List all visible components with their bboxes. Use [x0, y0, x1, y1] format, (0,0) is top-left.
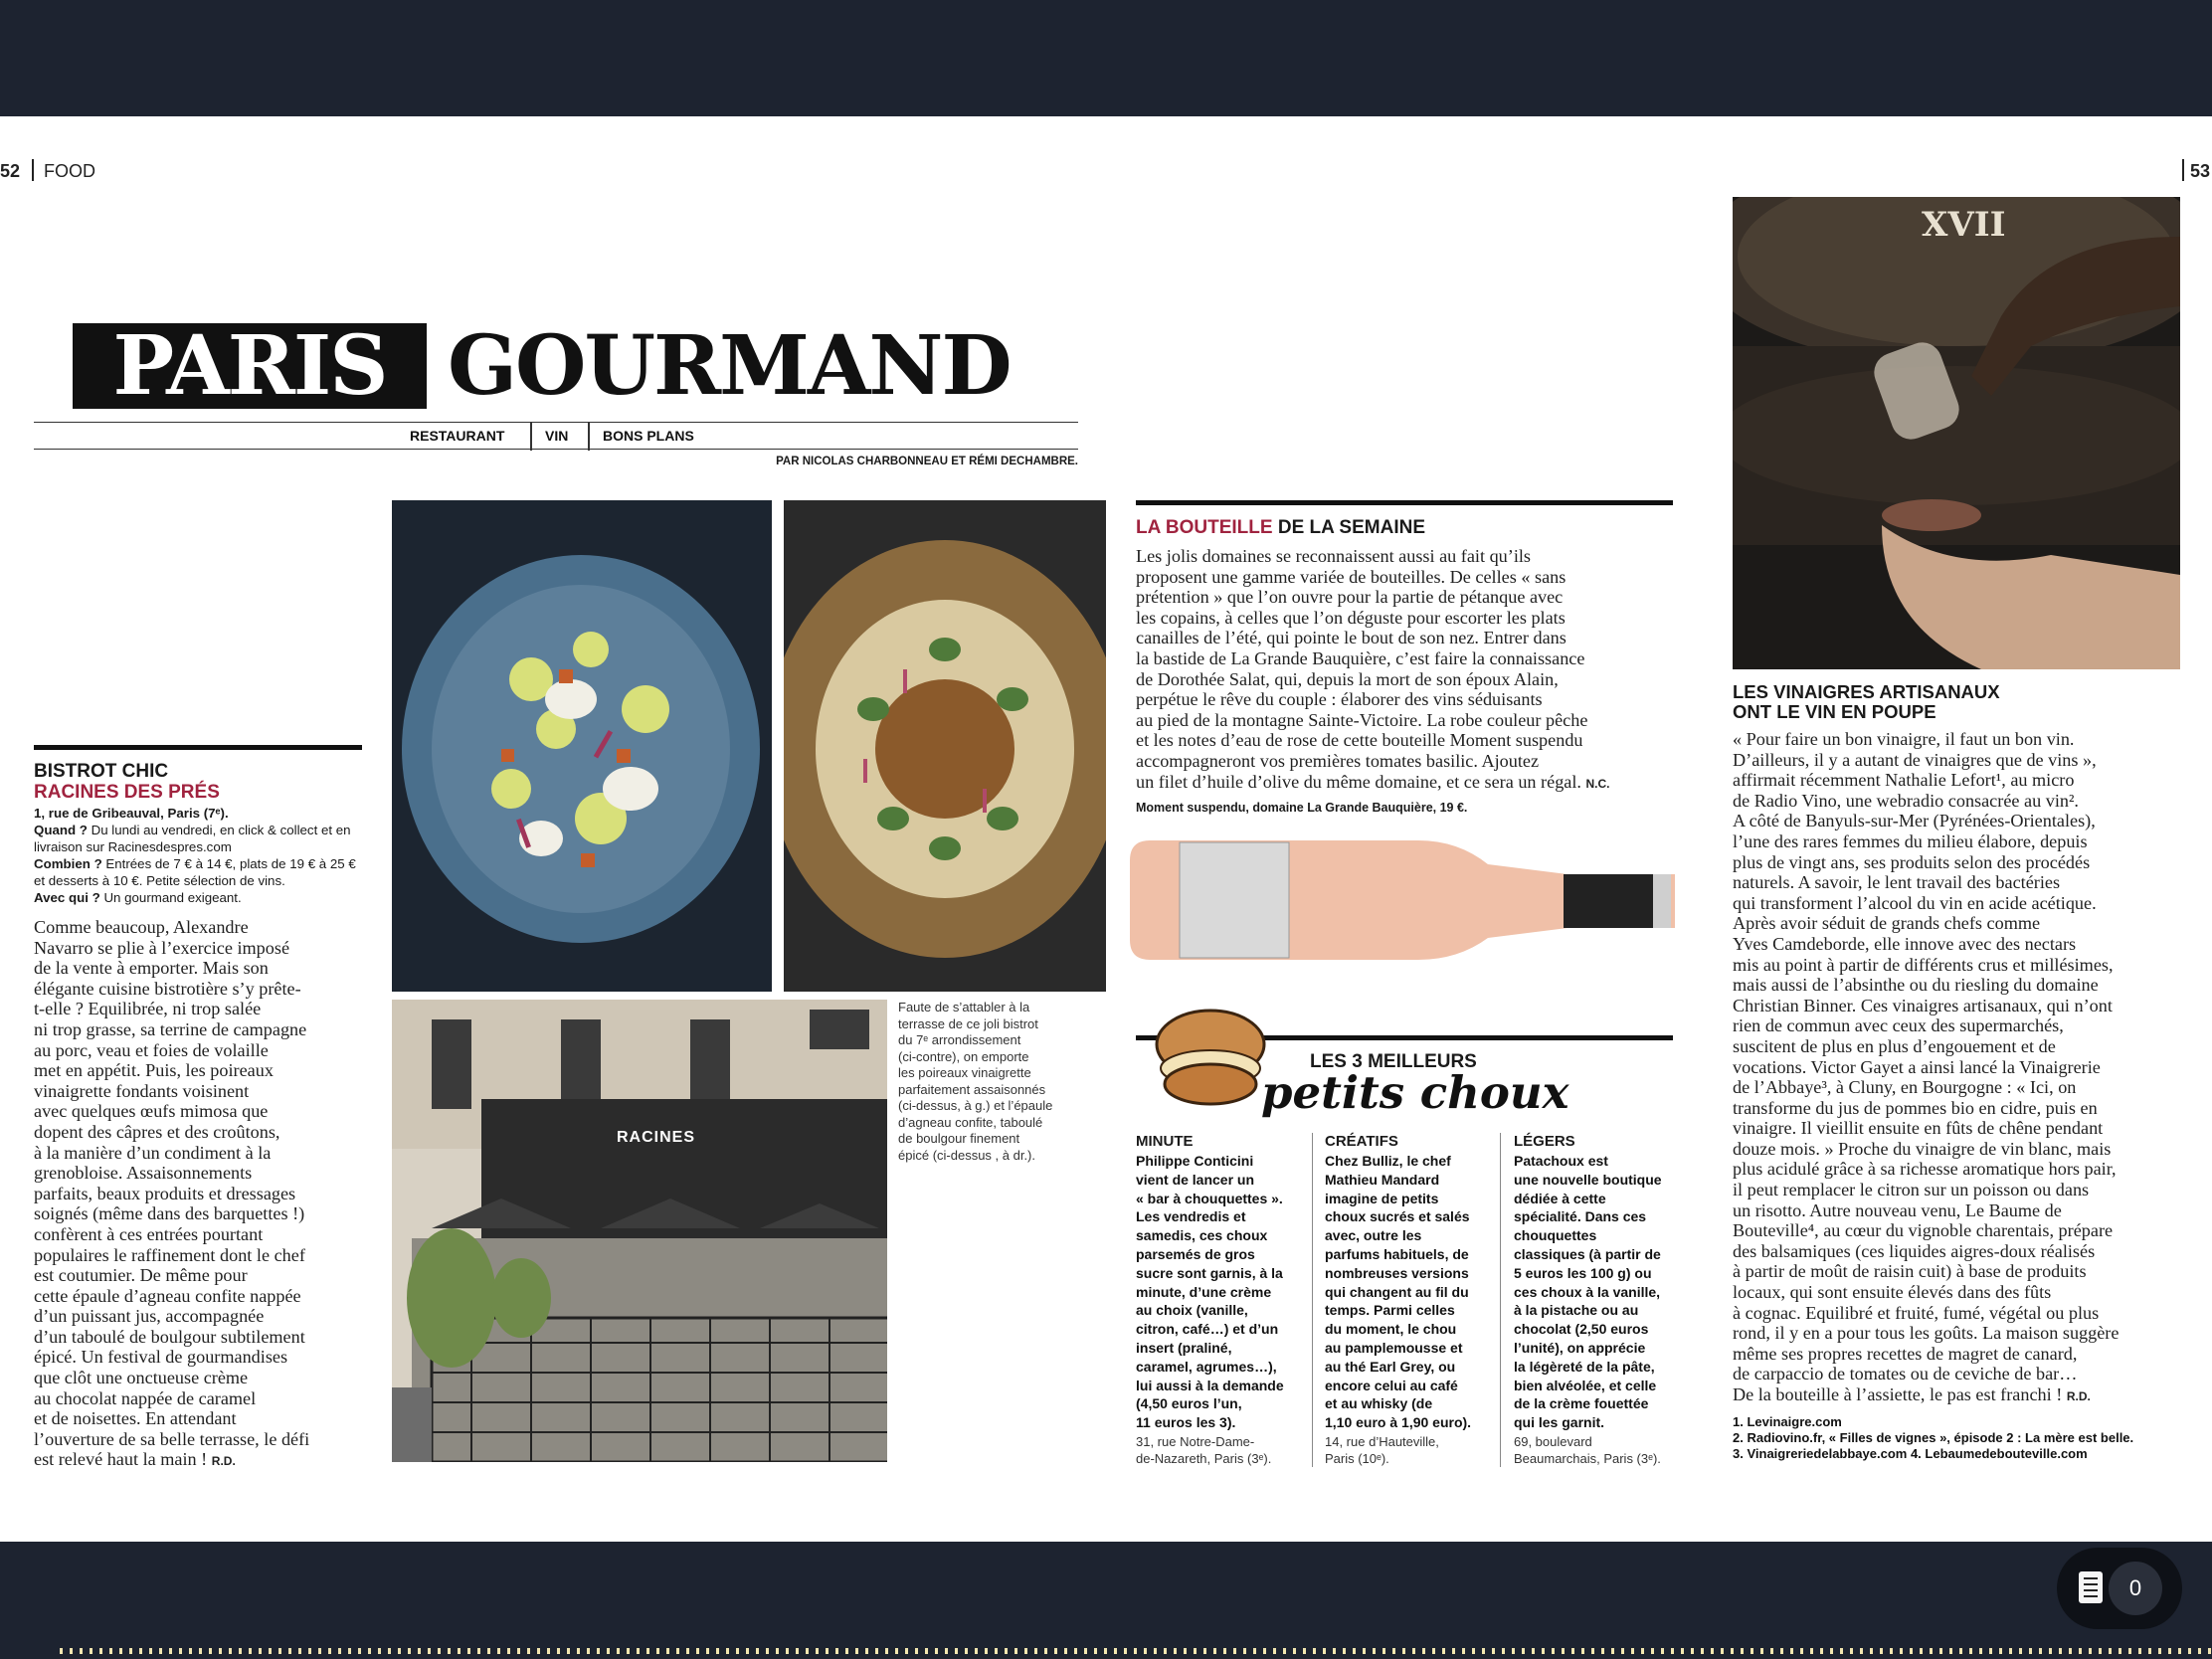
- section-bar: [34, 745, 362, 750]
- bistrot-name: RACINES DES PRÉS: [34, 782, 220, 803]
- choux-col-head: MINUTE: [1136, 1133, 1194, 1150]
- choux-col-address: 14, rue d’Hauteville, Paris (10ᵉ).: [1325, 1434, 1439, 1466]
- page-number-right: 53: [2190, 161, 2211, 181]
- comment-icon: [2079, 1571, 2103, 1603]
- title-paris: PARIS: [73, 323, 427, 409]
- byline: PAR NICOLAS CHARBONNEAU ET RÉMI DECHAMBRE.: [776, 456, 1078, 467]
- nav-separator: [588, 422, 590, 451]
- vinaigres-body: [1733, 729, 2200, 1407]
- bouteille-title-rest: DE LA SEMAINE: [1272, 517, 1425, 538]
- page-scrubber[interactable]: [60, 1648, 2212, 1654]
- avecqui-label: Avec qui ?: [34, 890, 100, 905]
- vinaigres-body-text: « Pour faire un bon vinaigre, il faut un bon vin. D’ailleurs, il y a autant de vinaigres que de vins », affirmait récemment Nathalie Lefort¹, au micro de Radio Vino, une webradio consacrée au vin². A côté de Banyuls-sur-Mer (Pyrénées-Orientales), l’une des rares femmes du milieu élabore, depuis plus de vingt ans, ses produits selon des procédés naturels. A savoir, le lent travail des bactéries qui transforment l’alcool du vin en acide acétique. Après avoir séduit de grands chefs comme Yves Camdeborde, elle innove avec des nectars mis au point à partir de différents crus et millésimes, mais aussi de l’absinthe ou du riesling du domaine Christian Binner. Ces vinaigres artisanaux, qui n’ont rien de commun avec ceux des supermarchés, suscitent de plus en plus d’engouement et de vocations. Victor Gayet a ainsi lancé la Vinaigrerie de l’Abbaye³, à Cluny, en Bourgogne : « Ici, on transforme du jus de pommes bio en cidre, puis en vinaigre. Il vieillit ensuite en fûts de chêne pendant douze mois. » Proche du vinaigre de vin blanc, mais plus acidulé grâce à sa richesse aromatique hors pair, il peut remplacer le citron sur un poisson ou dans un risotto. Autre nouveau venu, Le Baume de Bouteville⁴, au cœur du vignoble charentais, prépare des balsamiques (ces liquides aigres-doux réalisés à partir de moût de raisin cuit) à base de produits locaux, qui sont ensuite élevés dans des fûts à cognac. Equilibré et fruité, fumé, végétal ou plus rond, il y en a pour tous les goûts. La maison suggère même ses propres recettes de magret de canard, de carpaccio de tomates ou de ceviche de bar… De la bouteille à l’assiette, le pas est franchi !: [1733, 729, 2120, 1404]
- bouteille-title-red: LA BOUTEILLE: [1136, 517, 1273, 538]
- vinaigres-title: LES VINAIGRES ARTISANAUX ONT LE VIN EN POUPE: [1733, 681, 2000, 722]
- nav-vin[interactable]: VIN: [545, 428, 569, 444]
- section-bar: [1136, 500, 1673, 505]
- nav-bons-plans[interactable]: BONS PLANS: [603, 428, 694, 444]
- quand-label: Quand ?: [34, 823, 88, 837]
- title-gourmand: GOURMAND: [448, 318, 1011, 414]
- vinaigres-signature: R.D.: [2066, 1389, 2091, 1403]
- photo-vinaigre-barrel: [1733, 197, 2180, 669]
- bouteille-body-text: Les jolis domaines se reconnaissent aussi au fait qu’ils proposent une gamme variée de bouteilles. De celles « sans prétention » que l’on ouvre pour la partie de pétanque avec les copains, à celles que l’on déguste pour escorter les plats canailles de l’été, qui pointe le bout de son nez. Entrer dans la bastide de La Grande Bauquière, c’est faire la connaissance de Dorothée Salat, qui, depuis la mort de son époux Alain, perpétue le rêve du couple : élaborer des vins séduisants au pied de la montagne Sainte-Victoire. La robe couleur pêche et les notes d’eau de rose de cette bouteille Moment suspendu accompagneront vos premières tomates basilic. Ajoutez un filet d’huile d’olive du même domaine, et ce sera un régal.: [1136, 546, 1588, 792]
- bouteille-product: Moment suspendu, domaine La Grande Bauquière, 19 €.: [1136, 801, 1468, 815]
- choux-col-address: 69, boulevard Beaumarchais, Paris (3ᵉ).: [1514, 1434, 1661, 1466]
- combien-text: Entrées de 7 € à 14 €, plats de 19 € à 25 € et desserts à 10 €. Petite sélection de vins.: [34, 856, 356, 888]
- choux-kicker: LES 3 MEILLEURS: [1310, 1051, 1477, 1072]
- bistrot-avecqui: [34, 889, 366, 906]
- bistrot-quand: [34, 822, 366, 855]
- photo-poireaux-vinaigrette: [392, 500, 772, 992]
- chou-drawing: [1152, 1005, 1269, 1108]
- combien-label: Combien ?: [34, 856, 102, 871]
- choux-title: petits choux: [1261, 1066, 1569, 1119]
- choux-col-head: LÉGERS: [1514, 1133, 1575, 1150]
- bistrot-combien: [34, 855, 366, 889]
- page-number-divider-right: [2182, 159, 2184, 181]
- nav-restaurant[interactable]: RESTAURANT: [410, 428, 505, 444]
- viewer-top-bar: [0, 0, 2212, 116]
- choux-col-head: CRÉATIFS: [1325, 1133, 1398, 1150]
- photo-storefront: [392, 1000, 887, 1462]
- vinaigres-notes: 1. Levinaigre.com 2. Radiovino.fr, « Filles de vignes », épisode 2 : La mère est belle. 3. Vinaigreriedelabbaye.com 4. Lebaumedebouteville.com: [1733, 1414, 2134, 1461]
- bistrot-kicker: BISTROT CHIC: [34, 761, 169, 782]
- photo-caption: Faute de s’attabler à la terrasse de ce joli bistrot du 7ᵉ arrondissement (ci-contre), on emporte les poireaux vinaigrette parfaitement assaisonnés (ci-dessus, à g.) et l’épaule d’agneau confite, taboulé de boulgour finement épicé (ci-dessus , à dr.).: [898, 1000, 1053, 1163]
- quand-text: Du lundi au vendredi, en click & collect et en livraison sur Racinesdespres.com: [34, 823, 351, 854]
- choux-col-address: 31, rue Notre-Dame- de-Nazareth, Paris (3ᵉ).: [1136, 1434, 1272, 1466]
- viewer-bottom-bar: [0, 1542, 2212, 1659]
- plate-illustration: [784, 500, 1106, 992]
- bistrot-address: 1, rue de Gribeauval, Paris (7ᵉ).: [34, 806, 229, 821]
- page-number-left: 52: [0, 161, 21, 181]
- wine-bottle-image: [1130, 830, 1675, 970]
- bouteille-body: [1136, 546, 1693, 794]
- nav-separator: [530, 422, 532, 451]
- section-label: FOOD: [44, 161, 95, 181]
- column-separator: [1500, 1133, 1501, 1467]
- comments-button[interactable]: [2057, 1548, 2182, 1629]
- choux-col-text: Chez Bulliz, le chef Mathieu Mandard imagine de petits choux sucrés et salés avec, outre les parfums habituels, de nombreuses versions qui changent au fil du temps. Parmi celles du moment, le chou au pamplemousse et au thé Earl Grey, ou encore celui au café et au whisky (de 1,10 euro à 1,90 euro).: [1325, 1153, 1472, 1431]
- choux-col-text: Philippe Conticini vient de lancer un « bar à chouquettes ». Les vendredis et samedis, ces choux parsemés de gros sucre sont garnis, à la minute, d’une crème au choix (vanille, citron, café…) et d’un insert (praliné, caramel, agrumes…), lui aussi à la demande (4,50 euros l’un, 11 euros les 3).: [1136, 1153, 1284, 1431]
- choux-col-text: Patachoux est une nouvelle boutique dédiée à cette spécialité. Dans ces chouquettes classiques (à partir de 5 euros les 100 g) ou ces choux à la vanille, à la pistache ou au chocolat (2,50 euros l’unité), on apprécie la légèreté de la pâte, bien alvéolée, et celle de la crème fouettée qui les garnit.: [1514, 1153, 1662, 1431]
- storefront-illustration: [392, 1000, 887, 1462]
- bottle-illustration: [1130, 830, 1675, 970]
- barrel-mark: XVII: [1922, 205, 2006, 245]
- bouteille-signature: N.C.: [1585, 776, 1610, 791]
- avecqui-text: Un gourmand exigeant.: [99, 890, 242, 905]
- bouteille-title: [1136, 517, 1425, 539]
- bistrot-signature: R.D.: [211, 1454, 236, 1469]
- bistrot-body-text: Comme beaucoup, Alexandre Navarro se plie à l’exercice imposé de la vente à emporter. Mais son élégante cuisine bistrotière s’y prête- t-elle ? Equilibrée, ni trop salée ni trop grasse, sa terrine de campagne au porc, veau et foies de volaille met en appétit. Puis, les poireaux vinaigrette fondants voisinent avec quelques œufs mimosa que dopent des câpres et des croûtons, à la manière d’un condiment à la grenobloise. Assaisonnements parfaits, beaux produits et dressages soignés (même dans des barquettes !) confèrent à ces entrées pourtant populaires le raffinement dont le chef est coutumier. De même pour cette épaule d’agneau confite nappée d’un puissant jus, accompagnée d’un taboulé de boulgour subtilement épicé. Un festival de gourmandises que clôt une onctueuse crème au chocolat nappée de caramel et de noisettes. En attendant l’ouverture de sa belle terrasse, le défi est relevé haut la main !: [34, 917, 310, 1470]
- storefront-sign: RACINES: [617, 1129, 696, 1146]
- page-number-divider: [32, 159, 34, 181]
- bistrot-body: [34, 917, 372, 1472]
- chou-illustration: [1152, 1005, 1269, 1108]
- bistrot-infos: [34, 805, 366, 906]
- comment-count: 0: [2109, 1562, 2162, 1615]
- barrel-illustration: [1733, 197, 2180, 669]
- column-separator: [1312, 1133, 1313, 1467]
- photo-epaule-agneau: [784, 500, 1106, 992]
- plate-illustration: [392, 500, 772, 992]
